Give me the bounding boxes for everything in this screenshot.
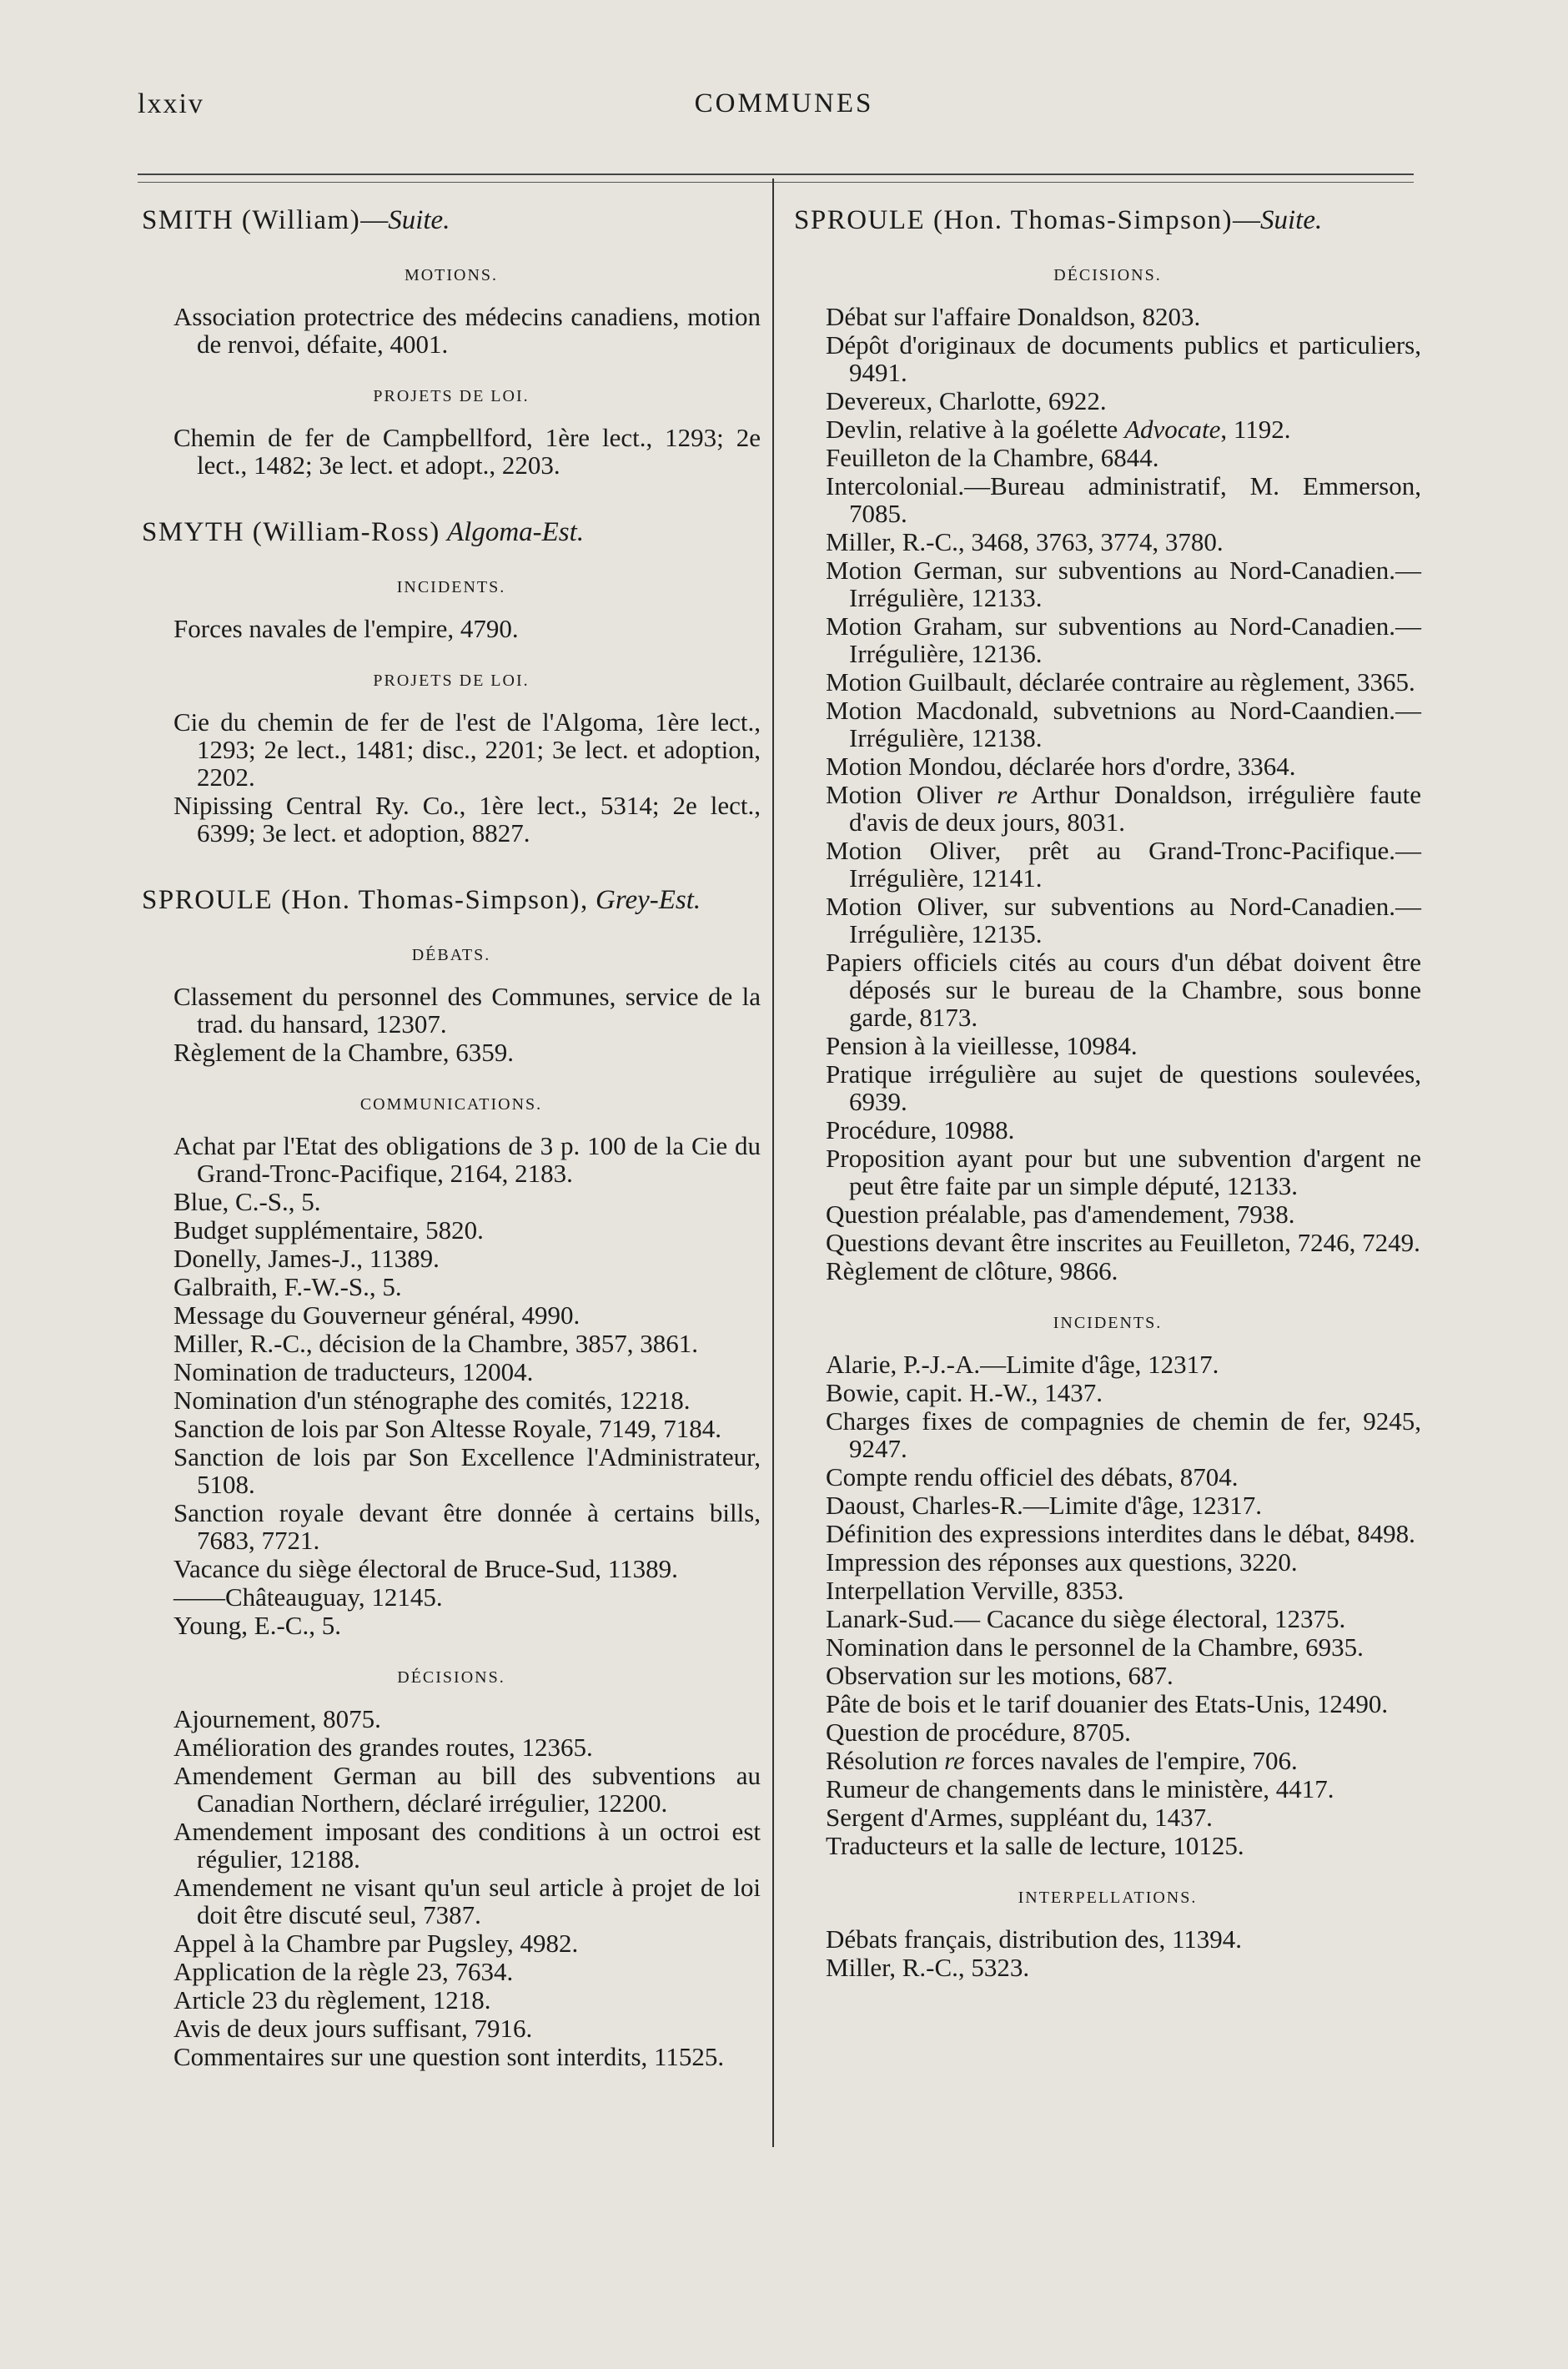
index-entry: ——Châteauguay, 12145. [173,1582,443,1612]
section-title: DÉBATS. [411,946,491,964]
index-entry: Règlement de clôture, 9866. [826,1256,1118,1285]
index-entry: Pratique irrégulière au sujet de questions soulevées, 6939. [826,1059,1421,1116]
index-entry: Achat par l'Etat des obligations de 3 p. 100 de la Cie du Grand-Tronc-Pacifique, 2164, 2183. [173,1131,761,1188]
index-entry: Amendement German au bill des subventions au Canadian Northern, déclaré irrégulier, 12200. [173,1761,761,1818]
member-separator: — [360,205,389,235]
index-entry: Nomination de traducteurs, 12004. [173,1357,534,1386]
index-entry: Traducteurs et la salle de lecture, 10125. [826,1831,1244,1860]
member-name: SPROULE (Hon. Thomas-Simpson), [142,885,589,915]
member-heading [142,883,761,917]
index-entry: Pâte de bois et le tarif douanier des Etats-Unis, 12490. [826,1689,1389,1718]
index-entry: Cie du chemin de fer de l'est de l'Algoma, 1ère lect., 1293; 2e lect., 1481; disc., 2201; 3e lect. et adoption, 2202. [173,707,761,792]
index-entry: Blue, C.-S., 5. [173,1187,321,1216]
index-entry: Lanark-Sud.— Cacance du siège électoral, 12375. [826,1604,1346,1633]
index-entry: Débats français, distribution des, 11394. [826,1924,1243,1954]
section-title: PROJETS DE LOI. [373,387,530,405]
member-name: SPROULE (Hon. Thomas-Simpson) [794,205,1233,235]
index-entry: Questions devant être inscrites au Feuilleton, 7246, 7249. [826,1228,1420,1257]
header-rule-bottom [138,182,1414,183]
index-entry: Résolution re forces navales de l'empire, 706. [826,1746,1298,1775]
section-title: DÉCISIONS. [1053,266,1162,284]
page-number: lxxiv [138,88,204,119]
section-title: INTERPELLATIONS. [1018,1889,1198,1907]
index-entry: Miller, R.-C., 5323. [826,1953,1030,1982]
index-entry: Feuilleton de la Chambre, 6844. [826,443,1159,472]
index-entry: Motion Oliver re Arthur Donaldson, irrégulière faute d'avis de deux jours, 8031. [826,780,1421,837]
index-entry: Amendement ne visant qu'un seul article à projet de loi doit être discuté seul, 7387. [173,1873,761,1929]
index-entry: Observation sur les motions, 687. [826,1661,1173,1690]
index-entry: Sanction royale devant être donnée à certains bills, 7683, 7721. [173,1498,761,1555]
index-entry: Donelly, James-J., 11389. [173,1244,440,1273]
index-entry: Avis de deux jours suffisant, 7916. [173,2014,533,2043]
member-heading [794,204,1421,237]
index-entry: Message du Gouverneur général, 4990. [173,1300,580,1330]
right-column [794,200,1421,1982]
index-entry: Définition des expressions interdites dans le débat, 8498. [826,1519,1415,1548]
index-entry: Amélioration des grandes routes, 12365. [173,1733,593,1762]
index-entry: Proposition ayant pour but une subvention d'argent ne peut être faite par un simple député, 12133. [826,1144,1421,1200]
left-column [142,200,761,2071]
index-entry: Intercolonial.—Bureau administratif, M. Emmerson, 7085. [826,471,1421,528]
section-title: INCIDENTS. [396,578,506,596]
index-entry: Compte rendu officiel des débats, 8704. [826,1462,1239,1491]
index-entry: Devlin, relative à la goélette Advocate, 1192. [826,415,1291,444]
index-entry: Young, E.-C., 5. [173,1611,341,1640]
section-title: MOTIONS. [404,266,499,284]
index-entry: Règlement de la Chambre, 6359. [173,1038,515,1067]
running-title: COMMUNES [694,88,874,118]
index-entry: Association protectrice des médecins canadiens, motion de renvoi, défaite, 4001. [173,302,761,359]
member-riding: Suite. [388,205,450,235]
member-separator [589,885,596,915]
index-entry: Article 23 du règlement, 1218. [173,1985,491,2014]
member-riding: Suite. [1260,205,1323,235]
member-name: SMYTH (William-Ross) [142,517,440,547]
index-entry: Classement du personnel des Communes, service de la trad. du hansard, 12307. [173,982,761,1039]
index-entry: Motion Graham, sur subventions au Nord-Canadien.—Irrégulière, 12136. [826,611,1421,668]
index-entry: Chemin de fer de Campbellford, 1ère lect., 1293; 2e lect., 1482; 3e lect. et adopt., 2203. [173,423,761,480]
member-riding: Grey-Est. [596,885,701,915]
index-entry: Galbraith, F.-W.-S., 5. [173,1272,402,1301]
index-entry: Question préalable, pas d'amendement, 7938. [826,1200,1295,1229]
member-heading [142,516,761,549]
index-entry: Motion Oliver, sur subventions au Nord-Canadien.—Irrégulière, 12135. [826,892,1421,948]
index-entry: Miller, R.-C., décision de la Chambre, 3857, 3861. [173,1329,698,1358]
index-entry: Daoust, Charles-R.—Limite d'âge, 12317. [826,1491,1263,1520]
index-entry: Miller, R.-C., 3468, 3763, 3774, 3780. [826,527,1224,556]
section-title: DÉCISIONS. [397,1668,505,1687]
index-entry: Appel à la Chambre par Pugsley, 4982. [173,1929,579,1958]
member-separator: — [1233,205,1260,235]
index-entry: Budget supplémentaire, 5820. [173,1215,484,1245]
index-entry: Sanction de lois par Son Altesse Royale, 7149, 7184. [173,1414,721,1443]
index-entry: Question de procédure, 8705. [826,1718,1131,1747]
section-title: COMMUNICATIONS. [359,1095,543,1114]
member-heading [142,204,761,237]
index-entry: Amendement imposant des conditions à un octroi est régulier, 12188. [173,1817,761,1874]
index-entry: Motion Macdonald, subvetnions au Nord-Caandien.—Irrégulière, 12138. [826,696,1421,752]
index-entry: Motion Mondou, déclarée hors d'ordre, 3364. [826,752,1296,781]
index-entry: Dépôt d'originaux de documents publics et particuliers, 9491. [826,330,1421,387]
index-entry: Ajournement, 8075. [173,1704,381,1733]
index-entry: Sergent d'Armes, suppléant du, 1437. [826,1803,1213,1832]
index-entry: Débat sur l'affaire Donaldson, 8203. [826,302,1201,331]
index-entry: Motion Oliver, prêt au Grand-Tronc-Pacifique.—Irrégulière, 12141. [826,836,1421,893]
column-divider [772,179,774,2147]
member-riding: Algoma-Est. [447,517,585,547]
header-rule-top [138,174,1414,175]
index-entry: Interpellation Verville, 8353. [826,1576,1124,1605]
index-entry: Devereux, Charlotte, 6922. [826,386,1107,415]
index-entry: Rumeur de changements dans le ministère, 4417. [826,1774,1334,1803]
index-entry: Papiers officiels cités au cours d'un débat doivent être déposés sur le bureau de la Chambre, sous bonne garde, 8173. [826,948,1421,1032]
index-entry: Forces navales de l'empire, 4790. [173,614,519,643]
index-entry: Nomination d'un sténographe des comités, 12218. [173,1386,691,1415]
index-entry: Sanction de lois par Son Excellence l'Administrateur, 5108. [173,1442,761,1499]
section-title: INCIDENTS. [1053,1314,1163,1332]
index-entry: Vacance du siège électoral de Bruce-Sud, 11389. [173,1554,678,1583]
page-header [0,88,1568,130]
index-entry: Pension à la vieillesse, 10984. [826,1031,1138,1060]
index-entry: Application de la règle 23, 7634. [173,1957,514,1986]
index-entry: Motion German, sur subventions au Nord-Canadien.—Irrégulière, 12133. [826,556,1421,612]
index-entry: Charges fixes de compagnies de chemin de fer, 9245, 9247. [826,1406,1421,1463]
section-title: PROJETS DE LOI. [373,671,530,690]
member-separator [440,517,447,547]
index-entry: Motion Guilbault, déclarée contraire au règlement, 3365. [826,667,1415,697]
index-entry: Procédure, 10988. [826,1115,1015,1144]
index-entry: Commentaires sur une question sont interdits, 11525. [173,2042,725,2071]
index-entry: Impression des réponses aux questions, 3220. [826,1547,1298,1577]
member-name: SMITH (William) [142,205,361,235]
index-entry: Nomination dans le personnel de la Chambre, 6935. [826,1632,1364,1662]
index-entry: Bowie, capit. H.-W., 1437. [826,1378,1103,1407]
index-entry: Alarie, P.-J.-A.—Limite d'âge, 12317. [826,1350,1219,1379]
index-entry: Nipissing Central Ry. Co., 1ère lect., 5314; 2e lect., 6399; 3e lect. et adoption, 8827. [173,791,761,848]
